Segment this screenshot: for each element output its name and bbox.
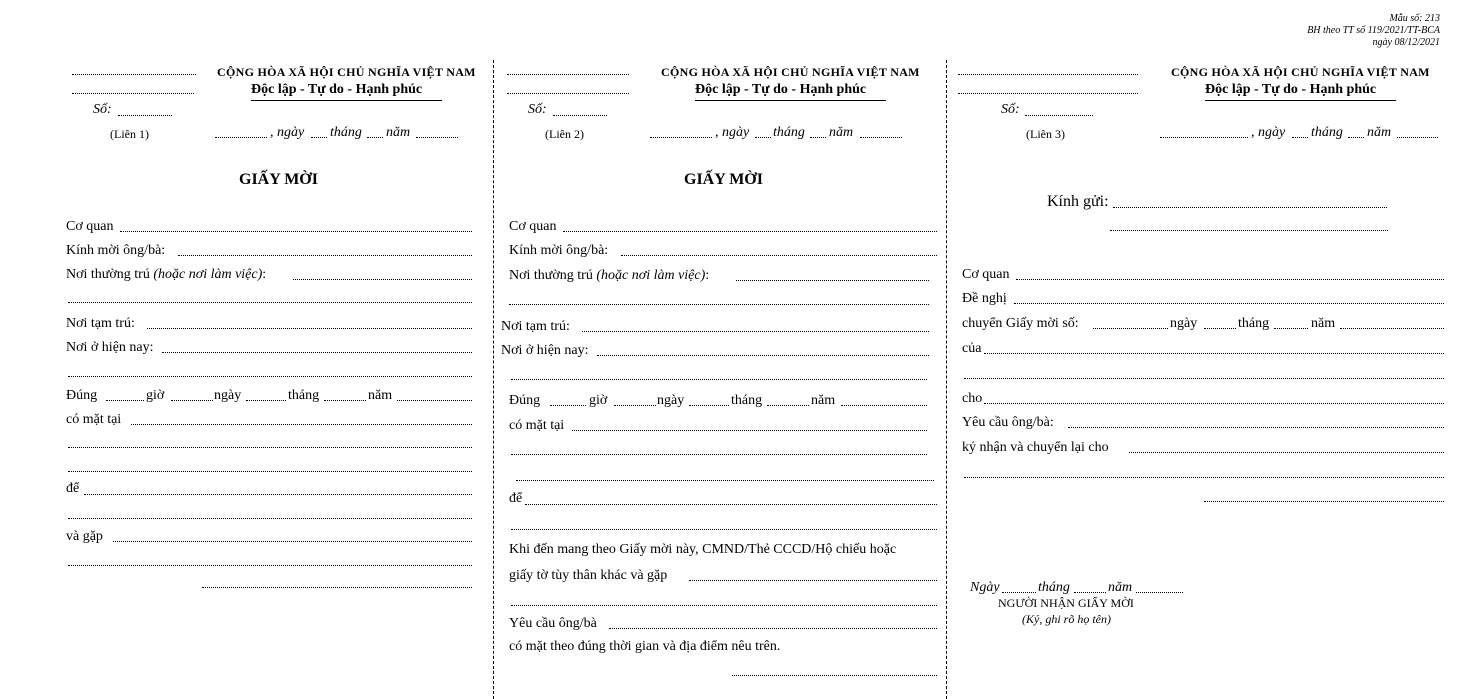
co-quan-label: Cơ quan (962, 267, 1010, 282)
noi-o-hien-nay-label: Nơi ở hiện nay: (501, 343, 589, 358)
yeu-cau-field (1068, 427, 1444, 428)
so-field (553, 115, 607, 116)
thang-field (1274, 328, 1308, 329)
de-label: để (66, 481, 80, 496)
date-ngay: , ngày (1251, 125, 1286, 140)
ky-nhan-field-3 (1204, 501, 1444, 502)
sign-month-field (1074, 592, 1106, 593)
cua-field-2 (964, 378, 1444, 379)
sign-ngay: Ngày (970, 580, 1000, 595)
nam-field-2 (397, 400, 472, 401)
gio-label: giờ (589, 393, 608, 408)
form-number-line2: BH theo TT số 119/2021/TT-BCA (1307, 25, 1440, 36)
va-gap-field-2 (68, 565, 472, 566)
date-year-field (416, 137, 458, 138)
form-number-line1: Mẫu số: 213 (1389, 13, 1440, 24)
cut-line-2 (946, 60, 947, 699)
form-number (1307, 13, 1440, 49)
thang-label: tháng (1238, 316, 1270, 331)
kinh-gui-field (1113, 207, 1387, 208)
noi-o-hien-nay-field-2 (68, 376, 472, 377)
co-mat-theo-text: có mặt theo đúng thời gian và địa điểm nêu trên. (509, 639, 781, 654)
de-field-2 (511, 529, 937, 530)
signature-line (732, 675, 937, 676)
hoac-noi-lam-viec-text: (hoặc nơi làm việc) (153, 267, 263, 282)
nam-field-2 (841, 405, 927, 406)
noi-tam-tru-label: Nơi tạm trú: (66, 316, 135, 331)
date-year-field (1397, 137, 1438, 138)
de-field (525, 504, 937, 505)
nam-field (1340, 328, 1444, 329)
cua-field (984, 353, 1444, 354)
nam-label: năm (811, 393, 836, 408)
co-quan-field (120, 231, 472, 232)
yeu-cau-label: Yêu cầu ông/bà (509, 616, 597, 631)
nation-header: CỘNG HÒA XÃ HỘI CHỦ NGHĨA VIỆT NAM (217, 65, 476, 79)
noi-o-hien-nay-field (162, 352, 472, 353)
nam-field (767, 405, 809, 406)
part2-title: GIẤY MỜI (684, 171, 763, 188)
ky-nhan-field (1129, 452, 1444, 453)
ky-nhan-field-2 (964, 477, 1444, 478)
yeu-cau-label: Yêu cầu ông/bà: (962, 415, 1054, 430)
motto-underline (1205, 100, 1396, 101)
co-mat-tai-label: có mặt tại (66, 412, 122, 427)
noi-thuong-tru-field-2 (68, 302, 472, 303)
noi-thuong-tru-field (736, 280, 929, 281)
noi-thuong-tru-text: Nơi thường trú (66, 267, 150, 282)
date-day-field (1292, 137, 1308, 138)
sign-thang: tháng (1038, 580, 1070, 595)
ngay-label: ngày (657, 393, 685, 408)
sign-year-field (1136, 592, 1183, 593)
so-label: Số: (528, 102, 547, 117)
giay-moi-so-field (1093, 328, 1168, 329)
kinh-moi-field (178, 255, 472, 256)
noi-o-hien-nay-field-2 (511, 379, 927, 380)
co-mat-tai-field-3 (516, 480, 934, 481)
form-number-line3: ngày 08/12/2021 (1372, 37, 1440, 48)
de-nghi-field (1014, 303, 1444, 304)
thang-field (689, 405, 729, 406)
sign-nam: năm (1108, 580, 1133, 595)
lien-2-label: (Liên 2) (545, 127, 584, 141)
date-month-field (1348, 137, 1364, 138)
motto: Độc lập - Tự do - Hạnh phúc (1205, 82, 1377, 97)
va-gap-field (113, 541, 472, 542)
cua-label: của (962, 341, 982, 356)
agency-line-1 (72, 74, 196, 75)
ky-nhan-label: ký nhận và chuyển lại cho (962, 440, 1109, 455)
de-label: để (509, 491, 523, 506)
noi-tam-tru-label: Nơi tạm trú: (501, 319, 570, 334)
ngay-field (614, 405, 656, 406)
thang-label: tháng (288, 388, 320, 403)
dung-label: Đúng (66, 388, 98, 403)
noi-tam-tru-field (147, 328, 472, 329)
co-quan-field (1016, 279, 1444, 280)
co-mat-tai-label: có mặt tại (509, 418, 565, 433)
giay-to-label: giấy tờ tùy thân khác và gặp (509, 568, 668, 583)
date-nam: năm (829, 125, 854, 140)
place-field (1160, 137, 1248, 138)
gio-field (550, 405, 586, 406)
date-thang: tháng (330, 125, 362, 140)
noi-thuong-tru-colon: : (705, 268, 710, 283)
noi-thuong-tru-field (293, 279, 472, 280)
cho-field (984, 403, 1444, 404)
co-quan-field (563, 231, 937, 232)
kinh-gui-field-2 (1110, 230, 1388, 231)
kinh-moi-field (621, 255, 937, 256)
agency-line-1 (958, 74, 1138, 75)
sign-day-field (1002, 592, 1036, 593)
date-day-field (311, 137, 327, 138)
place-field (215, 137, 267, 138)
ngay-label: ngày (1170, 316, 1198, 331)
agency-line-1 (507, 74, 629, 75)
lien-1-label: (Liên 1) (110, 127, 149, 141)
agency-line-2 (72, 93, 194, 94)
cho-label: cho (962, 391, 983, 406)
ngay-field (171, 400, 213, 401)
place-field (650, 137, 712, 138)
kinh-moi-label: Kính mời ông/bà: (66, 243, 166, 258)
noi-o-hien-nay-field (597, 355, 929, 356)
thang-label: tháng (731, 393, 763, 408)
so-field (118, 115, 172, 116)
kinh-gui-label: Kính gửi: (1047, 193, 1109, 210)
va-gap-label: và gặp (66, 529, 103, 544)
motto-underline (251, 100, 442, 101)
nam-field (324, 400, 366, 401)
noi-o-hien-nay-label: Nơi ở hiện nay: (66, 340, 154, 355)
kinh-moi-label: Kính mời ông/bà: (509, 243, 609, 258)
nation-header: CỘNG HÒA XÃ HỘI CHỦ NGHĨA VIỆT NAM (1171, 65, 1430, 79)
nam-label: năm (368, 388, 393, 403)
so-field (1025, 115, 1093, 116)
date-thang: tháng (773, 125, 805, 140)
co-mat-tai-field-2 (511, 454, 927, 455)
agency-line-2 (958, 93, 1138, 94)
agency-line-2 (507, 93, 629, 94)
hoac-noi-lam-viec-text: (hoặc nơi làm việc) (596, 268, 706, 283)
noi-thuong-tru-text: Nơi thường trú (509, 268, 593, 283)
date-nam: năm (386, 125, 411, 140)
giay-to-field (689, 580, 937, 581)
co-mat-tai-field-2 (68, 447, 472, 448)
motto: Độc lập - Tự do - Hạnh phúc (695, 82, 867, 97)
motto: Độc lập - Tự do - Hạnh phúc (251, 82, 423, 97)
so-label: Số: (1001, 102, 1020, 117)
date-ngay: , ngày (270, 125, 305, 140)
gio-label: giờ (146, 388, 165, 403)
co-quan-label: Cơ quan (66, 219, 114, 234)
noi-thuong-tru-field-2 (509, 304, 929, 305)
noi-thuong-tru-label (509, 268, 709, 284)
cut-line-1 (493, 60, 494, 699)
co-mat-tai-field-3 (68, 471, 472, 472)
co-mat-tai-field (131, 424, 472, 425)
khi-den-text: Khi đến mang theo Giấy mời này, CMND/Thẻ CCCD/Hộ chiếu hoặc (509, 542, 897, 557)
part1-title: GIẤY MỜI (239, 171, 318, 188)
nam-label: năm (1311, 316, 1336, 331)
co-mat-tai-field (572, 430, 927, 431)
date-month-field (810, 137, 826, 138)
giay-to-field-2 (511, 605, 937, 606)
noi-thuong-tru-colon: : (262, 267, 267, 282)
so-label: Số: (93, 102, 112, 117)
gio-field (106, 400, 144, 401)
de-field-2 (68, 518, 472, 519)
thang-field (246, 400, 286, 401)
date-ngay: , ngày (715, 125, 750, 140)
lien-3-label: (Liên 3) (1026, 127, 1065, 141)
ky-ghi-ro-label: (Ký, ghi rõ họ tên) (1022, 612, 1111, 626)
noi-tam-tru-field (582, 331, 929, 332)
date-month-field (367, 137, 383, 138)
noi-thuong-tru-label (66, 267, 266, 283)
signature-line (202, 587, 472, 588)
date-year-field (860, 137, 902, 138)
date-day-field (755, 137, 771, 138)
ngay-label: ngày (214, 388, 242, 403)
chuyen-giay-label: chuyển Giấy mời số: (962, 316, 1079, 331)
date-nam: năm (1367, 125, 1392, 140)
dung-label: Đúng (509, 393, 541, 408)
date-thang: tháng (1311, 125, 1343, 140)
de-field (84, 494, 472, 495)
nation-header: CỘNG HÒA XÃ HỘI CHỦ NGHĨA VIỆT NAM (661, 65, 920, 79)
co-quan-label: Cơ quan (509, 219, 557, 234)
nguoi-nhan-label: NGƯỜI NHẬN GIẤY MỜI (998, 596, 1134, 610)
yeu-cau-field (609, 628, 937, 629)
motto-underline (695, 100, 886, 101)
de-nghi-label: Đề nghị (962, 291, 1007, 306)
ngay-field (1204, 328, 1236, 329)
